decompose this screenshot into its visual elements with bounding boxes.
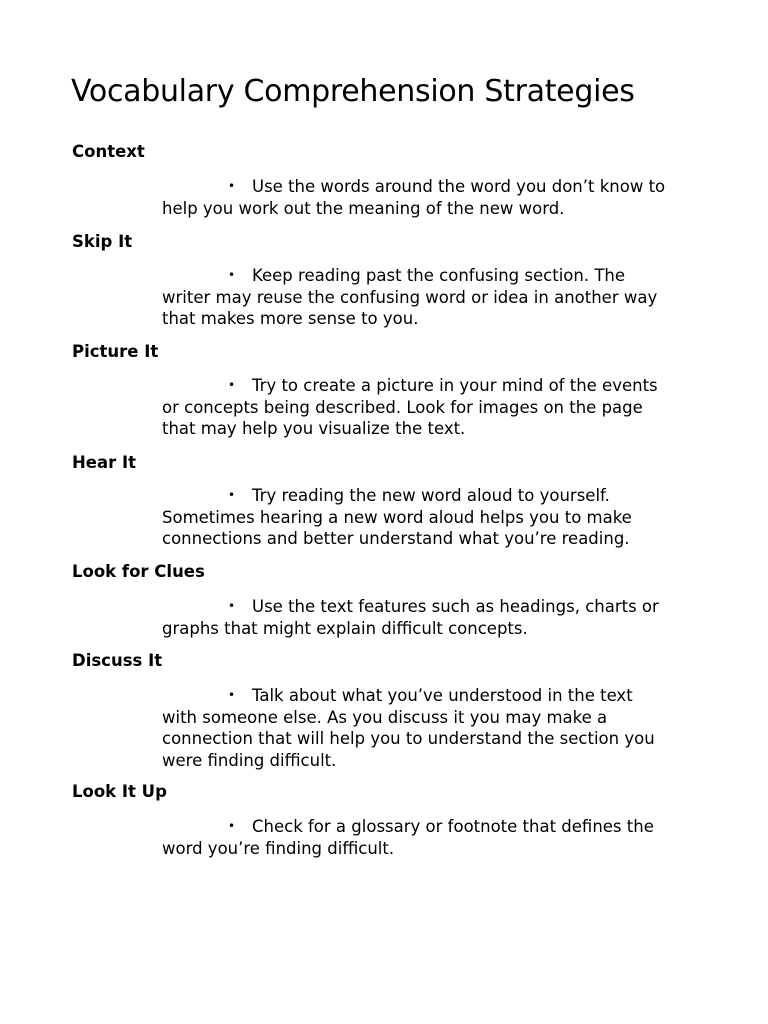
body-text-line: Talk about what you’ve understood in the text: [252, 686, 633, 705]
bullet-icon: •: [228, 378, 236, 392]
page-title: Vocabulary Comprehension Strategies: [71, 74, 635, 109]
body-text-line: help you work out the meaning of the new word.: [162, 198, 565, 218]
section-heading-skip-it: Skip It: [72, 232, 133, 251]
section-heading-picture-it: Picture It: [72, 342, 159, 361]
body-text-line: Check for a glossary or footnote that defines the: [252, 817, 654, 836]
body-text-line: Sometimes hearing a new word aloud helps you to make: [162, 507, 632, 527]
body-text-line: were finding difficult.: [162, 750, 337, 770]
body-text-line: Use the words around the word you don’t know to: [252, 177, 666, 196]
bullet-line: [162, 265, 722, 287]
body-text-line: Keep reading past the confusing section. The: [252, 266, 626, 285]
body-text-line: or concepts being described. Look for images on the page: [162, 397, 643, 417]
body-text-line: connections and better understand what you’re reading.: [162, 529, 630, 548]
bullet-icon: •: [228, 268, 236, 282]
body-text-line: with someone else. As you discuss it you may make a: [162, 707, 608, 727]
section-heading-look-for-clues: Look for Clues: [72, 562, 205, 581]
bullet-line: [162, 176, 722, 198]
body-text-line: that makes more sense to you.: [162, 309, 419, 328]
section-body-look-it-up: [162, 816, 722, 859]
section-body-hear-it: [162, 485, 722, 550]
section-heading-context: Context: [72, 142, 145, 161]
body-text-line: Try reading the new word aloud to yourself.: [252, 486, 610, 505]
section-body-context: [162, 176, 722, 219]
body-text-line: word you’re finding difficult.: [162, 838, 395, 858]
bullet-icon: •: [228, 688, 236, 702]
bullet-icon: •: [228, 488, 236, 502]
bullet-line: [162, 375, 722, 397]
bullet-line: [162, 685, 722, 707]
bullet-line: [162, 485, 722, 507]
body-text-line: writer may reuse the confusing word or idea in another way: [162, 287, 658, 307]
bullet-icon: •: [228, 599, 236, 613]
section-body-picture-it: [162, 375, 722, 440]
bullet-icon: •: [228, 179, 236, 193]
body-text-line: connection that will help you to understand the section you: [162, 729, 655, 748]
section-heading-discuss-it: Discuss It: [72, 651, 163, 670]
bullet-icon: •: [228, 819, 236, 833]
bullet-line: [162, 816, 722, 838]
bullet-line: [162, 596, 722, 618]
body-text-line: that may help you visualize the text.: [162, 419, 466, 438]
body-text-line: Try to create a picture in your mind of the events: [252, 376, 658, 395]
section-body-look-for-clues: [162, 596, 722, 639]
body-text-line: Use the text features such as headings, charts or: [252, 597, 659, 616]
section-heading-look-it-up: Look It Up: [72, 782, 167, 801]
body-text-line: graphs that might explain difficult concepts.: [162, 618, 528, 638]
section-body-discuss-it: [162, 685, 722, 771]
section-heading-hear-it: Hear It: [72, 453, 137, 472]
section-body-skip-it: [162, 265, 722, 330]
